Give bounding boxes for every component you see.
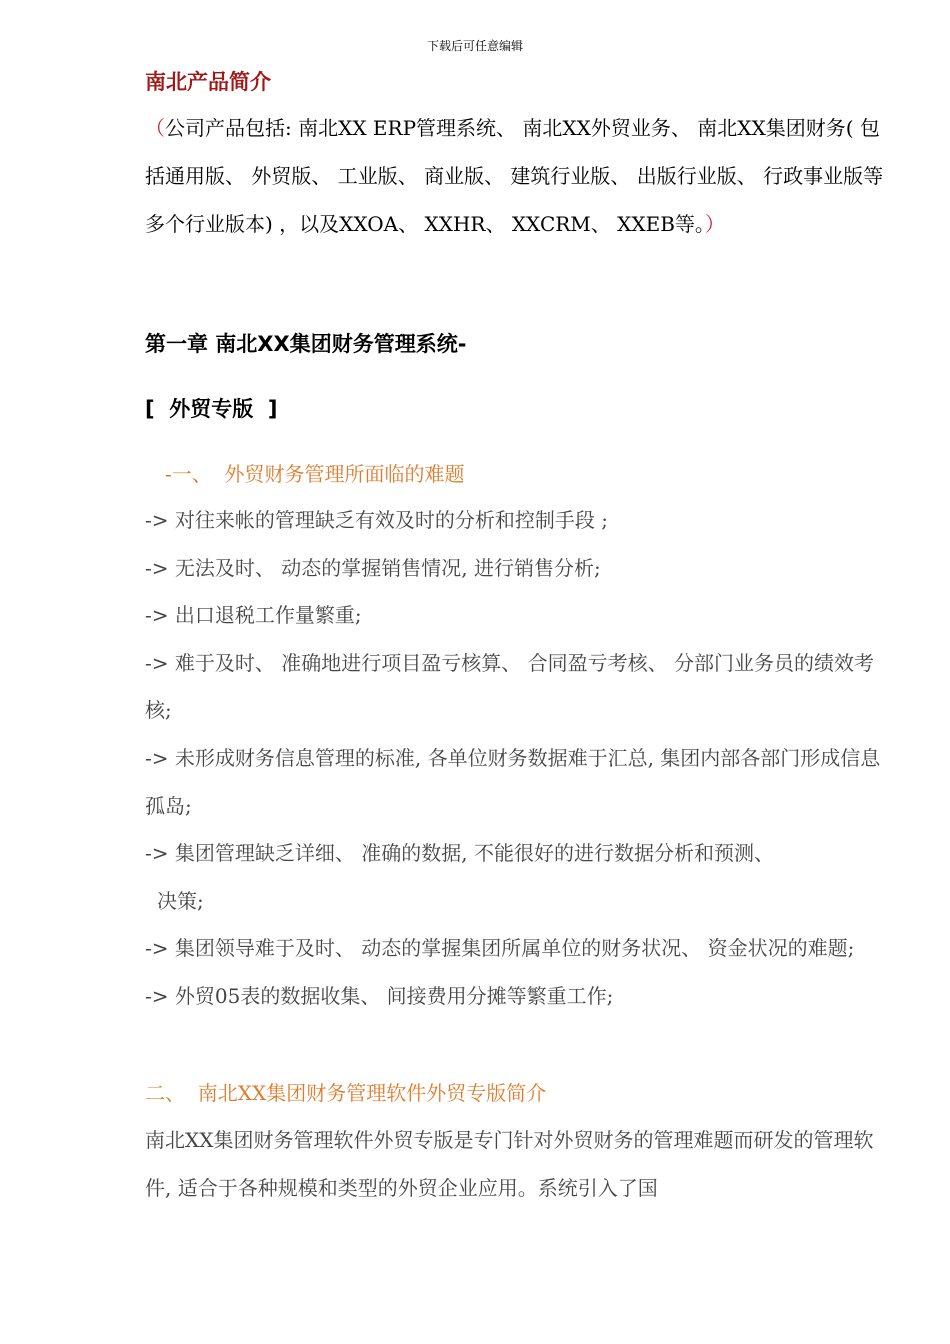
list-item: -> 出口退税工作量繁重; [145, 603, 362, 628]
section-heading-1: -一、 外贸财务管理所面临的难题 [165, 462, 465, 486]
intro-text: 公司产品包括: 南北XX ERP管理系统、 南北XX外贸业务、 南北XX集团财务( 包括通用版、 外贸版、 工业版、 商业版、 建筑行业版、 出版行业版、 行政事业版等多个行业版本) ，以及XXOA、 XXHR、 XXCRM、 XXEB等。 [145, 116, 884, 236]
list-item: -> 外贸05表的数据收集、 间接费用分摊等繁重工作; [145, 983, 614, 1008]
intro-paragraph [145, 104, 885, 248]
edition-label: [ 外贸专版 ] [145, 397, 278, 421]
list-item: -> 集团领导难于及时、 动态的掌握集团所属单位的财务状况、 资金状况的难题; [145, 936, 855, 961]
intro-open-paren: （ [145, 116, 165, 140]
list-item: -> 无法及时、 动态的掌握销售情况, 进行销售分析; [145, 555, 601, 580]
description-paragraph: 南北XX集团财务管理软件外贸专版是专门针对外贸财务的管理难题而研发的管理软件, 适合于各种规模和类型的外贸企业应用。系统引入了国 [145, 1128, 874, 1200]
list-item: -> 对往来帐的管理缺乏有效及时的分析和控制手段 ; [145, 508, 608, 532]
doc-title: 南北产品简介 [145, 70, 271, 94]
intro-close-paren: ） [704, 212, 725, 236]
problem-list [145, 497, 885, 1021]
list-item: -> 难于及时、 准确地进行项目盈亏核算、 合同盈亏考核、 分部门业务员的绩效考核; [145, 650, 874, 723]
list-item: -> 集团管理缺乏详细、 准确的数据, 不能很好的进行数据分析和预测、 [145, 841, 774, 866]
list-item-continuation: 决策; [157, 888, 204, 913]
page-header-note: 下载后可任意编辑 [426, 39, 523, 53]
list-item: -> 未形成财务信息管理的标准, 各单位财务数据难于汇总, 集团内部各部门形成信息孤岛; [145, 745, 881, 818]
chapter-title: 第一章 南北XX集团财务管理系统- [145, 332, 467, 356]
section-heading-2: 二、 南北XX集团财务管理软件外贸专版简介 [145, 1081, 547, 1105]
